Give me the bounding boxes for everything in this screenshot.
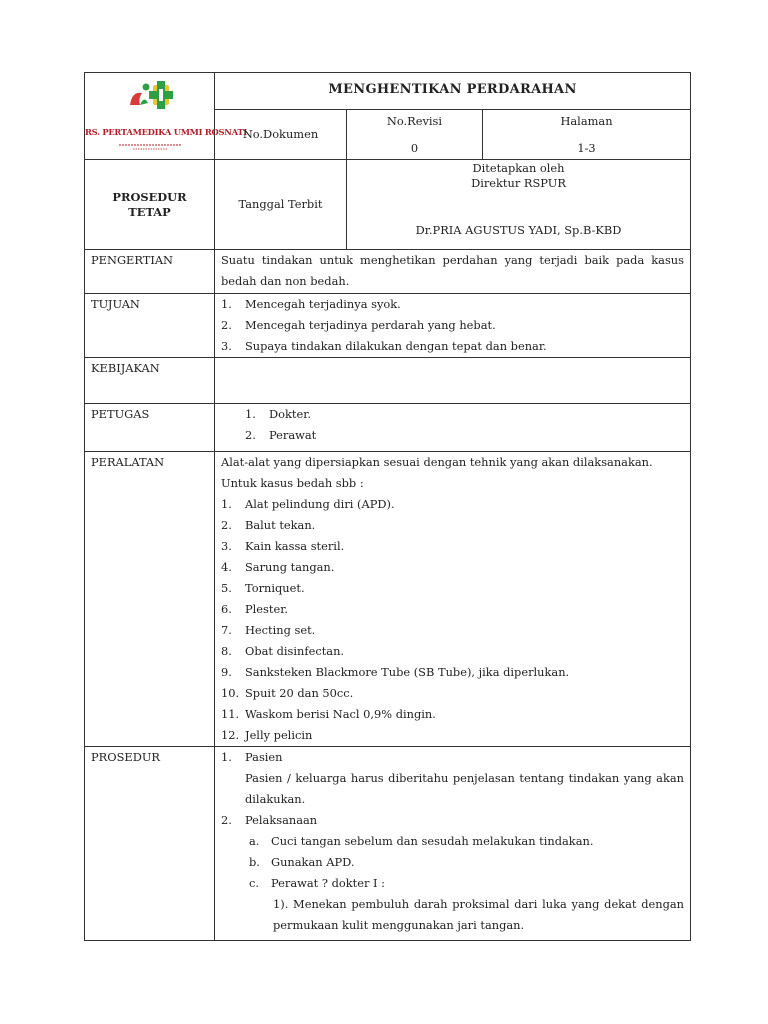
tujuan-item-number: 1.	[221, 297, 232, 311]
logo-emblem-icon	[120, 79, 180, 115]
prosedur-sub-item-number: b.	[249, 855, 260, 869]
step-2-title: Pelaksanaan	[245, 813, 318, 827]
peralatan-item-text: Obat disinfectan.	[245, 644, 345, 658]
peralatan-item	[221, 557, 684, 578]
prosedur-tetap-label: PROSEDUR TETAP	[85, 160, 215, 250]
peralatan-label: PERALATAN	[85, 452, 215, 747]
hospital-name: RS. PERTAMEDIKA UMMI ROSNATI	[85, 127, 247, 137]
peralatan-intro: Alat-alat yang dipersiapkan sesuai dengan tehnik yang akan dilaksanakan.	[221, 455, 653, 469]
halaman-label: Halaman	[560, 114, 613, 128]
peralatan-item-number: 2.	[221, 518, 232, 532]
peralatan-item-number: 12.	[221, 728, 240, 742]
petugas-item-number: 2.	[245, 428, 256, 442]
ditetapkan-cell	[347, 160, 691, 250]
peralatan-item-number: 11.	[221, 707, 240, 721]
peralatan-content	[215, 452, 691, 747]
peralatan-item-number: 7.	[221, 623, 232, 637]
step-c-1-text: 1). Menekan pembuluh darah proksimal dari luka yang dekat dengan permukaan kulit menggunakan jari tangan.	[273, 897, 684, 932]
petugas-item-number: 1.	[245, 407, 256, 421]
peralatan-item-text: Spuit 20 dan 50cc.	[245, 686, 354, 700]
peralatan-item-number: 10.	[221, 686, 240, 700]
peralatan-item	[221, 536, 684, 557]
peralatan-item	[221, 662, 684, 683]
prosedur-sub-item-number: c.	[249, 876, 260, 890]
prosedur-label: PROSEDUR	[85, 747, 215, 941]
sop-document	[84, 72, 690, 941]
no-revisi-value: 0	[410, 141, 419, 155]
pengertian-label: PENGERTIAN	[85, 250, 215, 294]
peralatan-item-text: Sanksteken Blackmore Tube (SB Tube), jika diperlukan.	[245, 665, 570, 679]
tujuan-item-number: 3.	[221, 339, 232, 353]
petugas-item-text: Perawat	[269, 428, 317, 442]
halaman-value: 1-3	[577, 141, 596, 155]
tujuan-item-text: Mencegah terjadinya syok.	[245, 297, 401, 311]
peralatan-item-number: 1.	[221, 497, 232, 511]
tanggal-terbit-label: Tanggal Terbit	[215, 160, 347, 250]
peralatan-item-number: 3.	[221, 539, 232, 553]
ditetapkan-label: Ditetapkan oleh	[472, 161, 565, 175]
tujuan-item	[221, 315, 684, 336]
direktur-label: Direktur RSPUR	[471, 176, 566, 190]
pengertian-text: Suatu tindakan untuk menghetikan perdahan yang terjadi baik pada kasus bedah dan non bedah.	[215, 250, 691, 294]
prosedur-sub-item-text: Perawat ? dokter I :	[271, 876, 385, 890]
prosedur-sub-item	[221, 852, 684, 873]
peralatan-item	[221, 725, 684, 746]
peralatan-item	[221, 494, 684, 515]
petugas-list	[215, 404, 691, 452]
peralatan-item	[221, 578, 684, 599]
hospital-logo	[85, 73, 247, 160]
peralatan-item-text: Kain kassa steril.	[245, 539, 345, 553]
peralatan-item-text: Hecting set.	[245, 623, 316, 637]
no-revisi-label: No.Revisi	[386, 114, 443, 128]
peralatan-item-number: 9.	[221, 665, 232, 679]
peralatan-item-text: Plester.	[245, 602, 289, 616]
no-dokumen-label: No.Dokumen	[215, 110, 347, 160]
prosedur-sub-item	[221, 873, 684, 894]
tujuan-label: TUJUAN	[85, 294, 215, 358]
tujuan-item-number: 2.	[221, 318, 232, 332]
document-title: MENGHENTIKAN PERDARAHAN	[215, 73, 691, 110]
tujuan-item	[221, 294, 684, 315]
kebijakan-label: KEBIJAKAN	[85, 358, 215, 404]
sop-table	[84, 72, 691, 941]
peralatan-item-text: Balut tekan.	[245, 518, 316, 532]
prosedur-step-1: 1. Pasien	[221, 747, 684, 768]
kebijakan-text	[215, 358, 691, 404]
petugas-item-text: Dokter.	[269, 407, 312, 421]
step-1-text: Pasien / keluarga harus diberitahu penjelasan tentang tindakan yang akan dilakukan.	[245, 771, 684, 806]
peralatan-item	[221, 599, 684, 620]
prosedur-sub-item-text: Gunakan APD.	[271, 855, 355, 869]
tujuan-item-text: Mencegah terjadinya perdarah yang hebat.	[245, 318, 496, 332]
petugas-label: PETUGAS	[85, 404, 215, 452]
peralatan-item-text: Sarung tangan.	[245, 560, 335, 574]
peralatan-item-number: 8.	[221, 644, 232, 658]
tujuan-item	[221, 336, 684, 357]
prosedur-sub-item-number: a.	[249, 834, 260, 848]
peralatan-item	[221, 704, 684, 725]
halaman-cell	[483, 110, 691, 160]
petugas-item	[245, 404, 684, 425]
prosedur-step-2: 2. Pelaksanaan	[221, 810, 684, 831]
tujuan-list	[215, 294, 691, 358]
peralatan-item-text: Jelly pelicin	[245, 728, 313, 742]
prosedur-sub-item-text: Cuci tangan sebelum dan sesudah melakukan tindakan.	[271, 834, 594, 848]
signer-name: Dr.PRIA AGUSTUS YADI, Sp.B-KBD	[415, 223, 622, 237]
peralatan-item-text: Alat pelindung diri (APD).	[245, 497, 395, 511]
peralatan-item-number: 4.	[221, 560, 232, 574]
tujuan-item-text: Supaya tindakan dilakukan dengan tepat dan benar.	[245, 339, 547, 353]
peralatan-item	[221, 683, 684, 704]
peralatan-item-text: Torniquet.	[245, 581, 305, 595]
step-1-title: Pasien	[245, 750, 283, 764]
prosedur-content	[215, 747, 691, 941]
prosedur-sub-item	[221, 831, 684, 852]
peralatan-item	[221, 641, 684, 662]
peralatan-item-number: 6.	[221, 602, 232, 616]
peralatan-item-text: Waskom berisi Nacl 0,9% dingin.	[245, 707, 436, 721]
no-revisi-cell	[347, 110, 483, 160]
petugas-item	[245, 425, 684, 446]
peralatan-item-number: 5.	[221, 581, 232, 595]
peralatan-intro-2: Untuk kasus bedah sbb :	[221, 476, 364, 490]
logo-tagline	[85, 143, 214, 153]
peralatan-item	[221, 620, 684, 641]
peralatan-item	[221, 515, 684, 536]
